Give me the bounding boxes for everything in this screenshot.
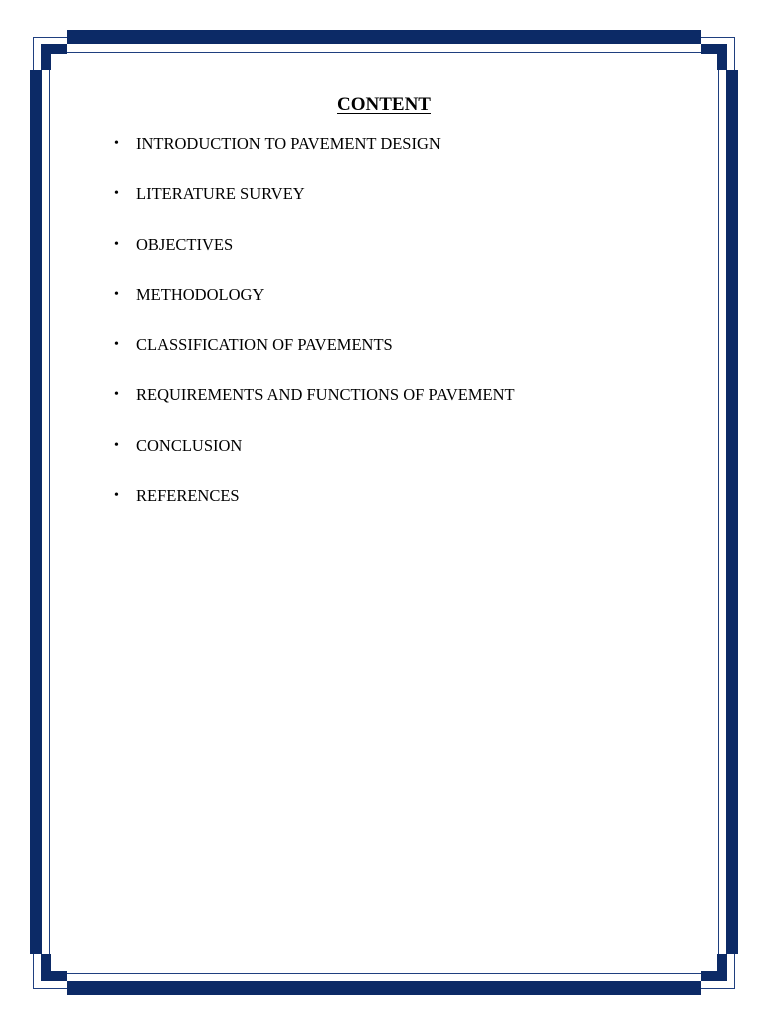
list-item xyxy=(110,234,690,284)
list-item xyxy=(110,485,690,535)
list-item xyxy=(110,334,690,384)
corner-bottom-right xyxy=(701,954,727,981)
corner-top-left xyxy=(41,44,67,70)
list-item-label: REQUIREMENTS AND FUNCTIONS OF PAVEMENT xyxy=(136,385,515,405)
border-right-bar xyxy=(726,70,738,954)
bullet-icon: • xyxy=(114,387,119,403)
list-item-label: METHODOLOGY xyxy=(136,284,265,304)
list-item-label: CLASSIFICATION OF PAVEMENTS xyxy=(136,335,393,355)
content-list xyxy=(110,133,690,535)
bullet-icon: • xyxy=(114,286,119,302)
bullet-icon: • xyxy=(114,236,119,252)
border-left-bar xyxy=(30,70,42,954)
page-title: CONTENT xyxy=(337,94,431,115)
list-item xyxy=(110,435,690,485)
corner-top-right xyxy=(701,44,727,70)
list-item-label: REFERENCES xyxy=(136,486,240,506)
bullet-icon: • xyxy=(114,136,119,151)
bullet-icon: • xyxy=(114,437,119,453)
list-item xyxy=(110,284,690,334)
list-item-label: LITERATURE SURVEY xyxy=(136,184,305,204)
bullet-icon: • xyxy=(114,186,119,202)
list-item xyxy=(110,183,690,233)
list-item xyxy=(110,133,690,183)
bullet-icon: • xyxy=(114,488,119,504)
list-item xyxy=(110,384,690,434)
bullet-icon: • xyxy=(114,337,119,353)
border-top-bar xyxy=(67,30,701,44)
list-item-label: INTRODUCTION TO PAVEMENT DESIGN xyxy=(136,134,441,153)
border-bottom-bar xyxy=(67,981,701,995)
corner-bottom-left xyxy=(41,954,67,981)
list-item-label: OBJECTIVES xyxy=(136,234,234,254)
list-item-label: CONCLUSION xyxy=(136,435,243,455)
